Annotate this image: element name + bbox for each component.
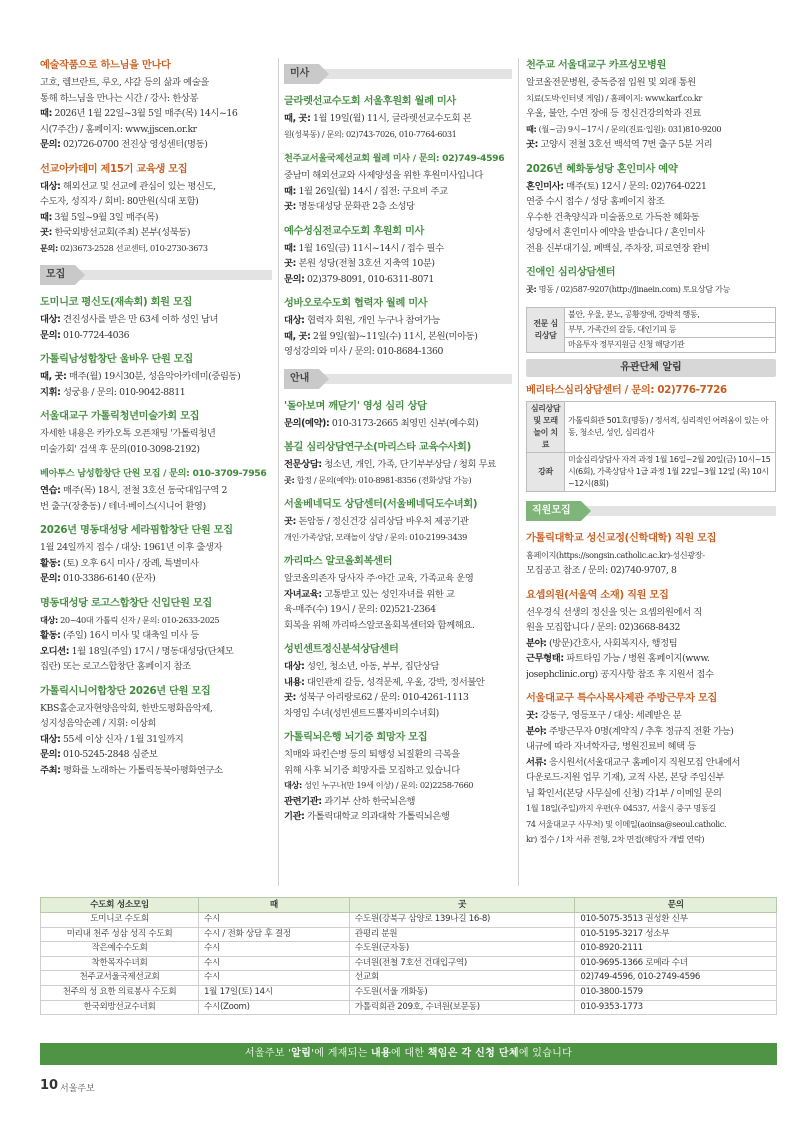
notice-item xyxy=(284,399,512,432)
veritas-row-label: 심리상담 및 모래놀이 치료 xyxy=(527,401,565,452)
notice-title: 까리따스 알코올회복센터 xyxy=(284,556,393,567)
column-right xyxy=(526,58,776,886)
notice-line: 분야: 주방근무자 0명(계약직 / 추후 정규직 전환 가능) xyxy=(526,725,734,737)
notice-line: 원을 모집합니다 / 문의: 02)3668-8432 xyxy=(526,622,681,633)
notice-line: 대상: 견진성사를 받은 만 63세 이하 성인 남녀 xyxy=(40,314,219,325)
notice-line: 곳: 명동대성당 문화관 2층 소성당 xyxy=(284,201,415,212)
notice-line: 전문상담: 청소년, 개인, 가족, 단기부부상담 / 청회 무료 xyxy=(284,459,496,470)
table-row xyxy=(41,956,777,971)
notice-line: 관련기관: 과기부 산하 한국뇌은행 xyxy=(284,795,416,807)
notice-line: 때, 곳: 2월 9일(월)~11일(수) 11시, 본원(미아동) xyxy=(284,330,478,342)
notice-title: 베아투스 남성합창단 단원 모집 / 문의: 010-3709-7956 xyxy=(40,468,267,479)
notice-line: 대상: 20~40대 가톨릭 신자 / 문의: 010-2633-2025 xyxy=(40,614,220,625)
notice-line: 영성강의와 미사 / 문의: 010-8684-1360 xyxy=(284,346,444,357)
notice-title: 도미니코 평신도(재속회) 회원 모집 xyxy=(40,297,193,308)
notice-item xyxy=(526,162,776,257)
disclaimer-text: 내용 xyxy=(371,1048,391,1059)
notice-line: 차영임 수녀(성빈센트드뽈자비의수녀회) xyxy=(284,707,439,719)
notice-title: 2026년 명동대성당 세라핌합창단 단원 모집 xyxy=(40,525,233,536)
disclaimer-text: 에 있습니다 xyxy=(518,1048,573,1059)
table-cell: 착한목자수녀회 xyxy=(41,956,199,971)
notice-line: 번 출구(장충동) / 테너·베이스(시니어 환영) xyxy=(40,500,206,512)
disclaimer-bar xyxy=(40,1043,777,1065)
table-cell: 도미니코 수도회 xyxy=(41,913,199,928)
notice-line: 모집공고 참조 / 문의: 02)740-9707, 8 xyxy=(526,565,677,576)
notice-line: 문의: 010-5245-2848 심준보 xyxy=(40,749,158,760)
table-row xyxy=(41,913,777,928)
notice-line: 시(7주간) / 홈페이지: www.jjscen.or.kr xyxy=(40,123,197,135)
section-header xyxy=(284,64,512,84)
notice-title: 명동대성당 로고스합창단 신입단원 모집 xyxy=(40,597,212,609)
notice-item xyxy=(40,162,272,257)
notice-item xyxy=(526,588,776,683)
notice-line: 곳: 고양시 전철 3호선 백석역 7번 출구 5분 거리 xyxy=(526,139,713,150)
notice-line: 곳: 돈암동 / 정신건강 심리상담 바우처 제공기관 xyxy=(284,516,469,527)
notice-line: 통해 하느님을 만나는 시간 / 강사: 한상봉 xyxy=(40,92,199,104)
notice-line: 문의(예약): 010-3173-2665 최영민 신부(예수회) xyxy=(284,417,479,429)
table-cell: 천주교서울국제선교회 xyxy=(41,971,199,986)
table-cell: 수시 xyxy=(199,913,350,928)
notice-item xyxy=(40,352,272,400)
notice-item xyxy=(284,497,512,545)
notice-title: 서울대교구 가톨릭청년미술가회 모집 xyxy=(40,411,200,422)
notice-line: 위해 사후 뇌기증 희망자를 모집하고 있습니다 xyxy=(284,764,460,776)
notice-title: 선교아카데미 제15기 교육생 모집 xyxy=(40,163,188,175)
table-cell: 선교회 xyxy=(349,971,575,986)
notice-line: 활동: (토) 오후 6시 미사 / 장례, 특별미사 xyxy=(40,557,199,569)
notice-line: 대상: 해외선교 및 선교에 관심이 있는 평신도, xyxy=(40,180,216,192)
disclaimer-text: 에 대한 xyxy=(390,1048,428,1059)
table-cell: 한국외방선교수녀회 xyxy=(41,1000,199,1015)
notice-line: 자세한 내용은 카카오톡 오픈채팅 '가톨릭청년 xyxy=(40,428,216,439)
notice-title: 가톨릭남성합창단 울바우 단원 모집 xyxy=(40,354,193,365)
table-cell: 010-9353-1773 xyxy=(575,1000,777,1015)
notice-line: 우수한 건축양식과 미술품으로 가득찬 혜화동 xyxy=(526,211,700,223)
notice-line: 서류: 응시원서(서울대교구 홈페이지 직원모집 안내에서 xyxy=(526,756,741,768)
notice-line: 때: 1월 26일(월) 14시 / 집전: 구요비 주교 xyxy=(284,185,448,197)
notice-line: 치매와 파킨슨병 등의 퇴행성 뇌질환의 극복을 xyxy=(284,749,460,760)
notice-line: 때: (월~금) 9시~17시 / 문의(진료·입원): 031)810-9200 xyxy=(526,123,722,134)
table-header-cell: 수도회 성소모임 xyxy=(41,898,199,913)
notice-line: 곳: 명동 / 02)587-9207(http://jinaein.com) 토요상담 가능 xyxy=(526,284,730,294)
section-header xyxy=(40,265,272,285)
notice-line: 알코올의존자 당사자 주·야간 교육, 가족교육 운영 xyxy=(284,573,474,584)
notice-item xyxy=(40,523,272,587)
table-cell: 수시 xyxy=(199,971,350,986)
page-number: 10 xyxy=(40,1078,59,1093)
table-header-cell: 문의 xyxy=(575,898,777,913)
column-middle xyxy=(284,58,512,886)
notice-title: 가톨릭뇌은행 뇌기증 희망자 모집 xyxy=(284,732,428,743)
section-label: 미사 xyxy=(284,64,319,84)
notice-item xyxy=(284,642,512,721)
jinaein-table-row: 불안, 우울, 분노, 공황장애, 강박적 행동, xyxy=(565,307,776,322)
notice-line: 연중 수시 접수 / 성당 홈페이지 참조 xyxy=(526,196,665,207)
notice-line: 대상: 성인 누구나(만 19세 이상) / 문의: 02)2258-7660 xyxy=(284,780,474,790)
notice-title: 베리타스심리상담센터 / 문의: 02)776-7726 xyxy=(526,384,727,396)
notice-title: '돌아보며 깨닫기' 영성 심리 상담 xyxy=(284,400,427,412)
notice-title: 서울대교구 특수사목사제관 주방근무자 모집 xyxy=(526,693,718,704)
notice-line: 육-매주(수) 19시 / 문의: 02)521-2364 xyxy=(284,604,436,615)
notice-title: 예수성심전교수도회 후원회 미사 xyxy=(284,225,425,237)
notice-title: 천주교서울국제선교회 월례 미사 / 문의: 02)749-4596 xyxy=(284,153,505,164)
notice-line: 원(성북동) / 문의: 02)743-7026, 010-7764-6031 xyxy=(284,128,457,139)
notice-veritas xyxy=(526,383,776,492)
table-cell: 010-8920-2111 xyxy=(575,942,777,957)
notice-title: 천주교 서울대교구 카프성모병원 xyxy=(526,60,667,71)
notice-line: 1월 18일(주일)까지 우편(우 04537, 서울시 중구 명동길 xyxy=(526,803,716,813)
notice-line: 1월 24일까지 접수 / 대상: 1961년 이후 출생자 xyxy=(40,542,223,553)
table-cell: 수시 xyxy=(199,956,350,971)
notice-line: 우울, 불안, 수면 장애 등 정신건강의학과 진료 xyxy=(526,108,701,119)
table-cell: 수도원(군자동) xyxy=(349,942,575,957)
notice-title: 가톨릭시니어합창단 2026년 단원 모집 xyxy=(40,685,211,697)
notice-line: 문의: 02)726-0700 전진상 영성센터(명동) xyxy=(40,139,208,150)
section-label: 안내 xyxy=(284,369,319,389)
notice-line: 곳: 성북구 아리랑로62 / 문의: 010-4261-1113 xyxy=(284,692,469,703)
notice-item xyxy=(284,94,512,142)
notice-item xyxy=(40,295,272,343)
disclaimer-text: 책임은 각 신청 단체 xyxy=(427,1048,519,1059)
notice-title: 봄길 심리상담연구소(마리스타 교육수사회) xyxy=(284,442,471,453)
notice-line: 곳: 강동구, 영등포구 / 대상: 세례받은 분 xyxy=(526,710,682,721)
notice-line: 문의: 02)379-8091, 010-6311-8071 xyxy=(284,273,434,285)
notice-line: 때, 곳: 1월 19일(월) 11시, 글라렛선교수도회 본 xyxy=(284,113,472,124)
notice-line: 때: 1월 16일(금) 11시~14시 / 접수 필수 xyxy=(284,242,444,254)
notice-item xyxy=(40,409,272,457)
notice-line: 때, 곳: 매주(월) 19시30분, 성음악아카데미(중림동) xyxy=(40,371,241,382)
table-cell: 미리내 천주 성삼 성직 수도회 xyxy=(41,927,199,942)
table-cell: 1월 17일(토) 14시 xyxy=(199,985,350,1000)
disclaimer-text: 서울주보 ' xyxy=(244,1048,292,1059)
notice-line: 중남미 해외선교와 사제양성을 위한 후원미사입니다 xyxy=(284,170,483,181)
notice-item xyxy=(526,691,776,848)
notice-item xyxy=(284,730,512,825)
notice-line: 곳: 본원 성당(전철 3호선 지축역 10분) xyxy=(284,258,435,269)
notice-item xyxy=(284,554,512,633)
notice-line: 전용 신부대기실, 폐백실, 주차장, 피로연장 완비 xyxy=(526,242,710,254)
notice-line: 성지성음악순례 / 지휘: 이상희 xyxy=(40,718,157,729)
notice-line: 회복을 위해 까리따스알코올회복센터와 함께해요. xyxy=(284,619,475,631)
jinaein-table-label: 전문 심리상담 xyxy=(527,307,565,352)
notice-line: 문의: 010-7724-4036 xyxy=(40,329,130,341)
notice-line: 치료(도박·인터넷 게임) / 홈페이지: www.karf.co.kr xyxy=(526,92,702,103)
notice-line: 오디션: 1월 18일(주일) 17시 / 명동대성당(단체모 xyxy=(40,645,234,657)
notice-title: 예술작품으로 하느님을 만나다 xyxy=(40,60,171,71)
veritas-row-label: 강좌 xyxy=(527,452,565,491)
table-body xyxy=(41,913,777,1015)
table-cell: 수도원(서울 개화동) xyxy=(349,985,575,1000)
notice-line: 알코올전문병원, 중독증점 입원 및 외래 통원 xyxy=(526,77,696,88)
notice-item xyxy=(526,58,776,153)
notice-line: 님 확인서(본당 사무실에 신청) 각1부 / 이메일 문의 xyxy=(526,787,722,799)
notice-line: 분야: (방문)간호사, 사회복지사, 행정팀 xyxy=(526,637,678,649)
notice-line: 대상: 협력자 회원, 개인 누구나 참여가능 xyxy=(284,315,440,326)
jinaein-table-row: 마음투자 정부지원금 신청 해당기관 xyxy=(565,337,776,352)
notice-item xyxy=(526,531,776,579)
notice-item xyxy=(284,296,512,360)
table-header-cell: 곳 xyxy=(349,898,575,913)
notice-item xyxy=(40,596,272,675)
notice-line: 고흐, 렘브란트, 루오, 샤갈 등의 삶과 예술을 xyxy=(40,77,209,88)
section-label: 직원모집 xyxy=(526,501,581,521)
notice-line: 대상: 55세 이상 신자 / 1월 31일까지 xyxy=(40,733,184,745)
column-divider xyxy=(518,58,519,886)
table-header-row xyxy=(41,898,777,913)
table-cell: 천주의 성 요한 의료봉사 수도회 xyxy=(41,985,199,1000)
notice-line: 곳: 합정 / 문의(예약): 010-8981-8356 (전화상담 가능) xyxy=(284,474,472,485)
vocation-meeting-table xyxy=(40,897,777,1015)
notice-line: KBS홀순교자현양음악회, 한반도평화음악제, xyxy=(40,702,213,714)
notice-line: 수도자, 성직자 / 회비: 80만원(식대 포함) xyxy=(40,196,199,207)
notice-line: 곳: 한국외방선교회(주최) 본부(성북동) xyxy=(40,227,191,238)
notice-line: 때: 3월 5일~9월 3일 매주(목) xyxy=(40,211,159,223)
table-cell: 수시(Zoom) xyxy=(199,1000,350,1015)
table-row xyxy=(41,942,777,957)
notice-line: 활동: (주일) 16시 미사 및 대축일 미사 등 xyxy=(40,630,199,641)
table-cell: 수도원(강북구 삼양로 139나길 16-8) xyxy=(349,913,575,928)
notice-line: 미술가회' 검색 후 문의(010-3098-2192) xyxy=(40,443,200,455)
publication-name: 서울주보 xyxy=(60,1084,95,1094)
notice-line: 지휘: 성궁용 / 문의: 010-9042-8811 xyxy=(40,386,186,398)
notice-line: 대상: 성인, 청소년, 아동, 부부, 집단상담 xyxy=(284,661,440,672)
notice-item xyxy=(284,224,512,288)
table-cell: 010-9695-1366 로메라 수녀 xyxy=(575,956,777,971)
notice-line: 연습: 매주(목) 18시, 전철 3호선 동국대입구역 2 xyxy=(40,485,228,496)
table-cell: 가톨릭회관 209호, 수녀원(보문동) xyxy=(349,1000,575,1015)
jinaein-table-row: 부부, 가족간의 갈등, 대인기피 등 xyxy=(565,322,776,337)
column-left xyxy=(40,58,272,886)
notice-item xyxy=(526,265,776,298)
notice-line: 자녀교육: 고통받고 있는 성인자녀를 위한 교 xyxy=(284,588,455,600)
notice-line: 개인·가족상담, 모래놀이 상담 / 문의: 010-2199-3439 xyxy=(284,531,467,542)
table-cell: 수시 / 전화 상담 후 결정 xyxy=(199,927,350,942)
table-cell: 관평리 분원 xyxy=(349,927,575,942)
veritas-row-text: 미술심리상담사 자격 과정 1월 16일~2월 20일(금) 10시~15시(6회), 가족상담사 1급 과정 1월 22일~3월 12일 (목) 10시~12시(8회) xyxy=(565,452,776,491)
notice-line: josephclinic.org) 공지사항 참조 후 지원서 접수 xyxy=(526,668,714,680)
table-cell: 010-3800-1579 xyxy=(575,985,777,1000)
table-cell: 작은예수수도회 xyxy=(41,942,199,957)
notice-line: 기관: 가톨릭대학교 의과대학 가톨릭뇌은행 xyxy=(284,811,450,822)
notice-line: 때: 2026년 1월 22일~3월 5일 매주(목) 14시~16 xyxy=(40,108,238,119)
related-org-banner: 유관단체 알림 xyxy=(526,359,776,377)
notice-title: 글라렛선교수도회 서울후원회 월례 미사 xyxy=(284,96,456,107)
jinaein-service-table xyxy=(526,307,776,353)
notice-item xyxy=(40,684,272,779)
notice-line: 다운로드-지원 업무 기재), 교적 사본, 본당 주임신부 xyxy=(526,772,725,783)
table-header-cell: 때 xyxy=(199,898,350,913)
column-divider xyxy=(278,58,279,886)
notice-title: 2026년 혜화동성당 혼인미사 예약 xyxy=(526,163,678,175)
notice-title: 가톨릭대학교 성신교정(신학대학) 직원 모집 xyxy=(526,532,717,544)
notice-line: 성당에서 혼인미사 예약을 받습니다 / 혼인미사 xyxy=(526,227,705,238)
disclaimer-text: 알림 xyxy=(291,1048,312,1059)
notice-title: 성빈센트정신분석상담센터 xyxy=(284,644,399,655)
table-row xyxy=(41,927,777,942)
notice-line: 문의: 02)3673-2528 선교센터, 010-2730-3673 xyxy=(40,242,208,253)
notice-line: 내규에 따라 자녀학자금, 병원진료비 혜택 등 xyxy=(526,741,696,752)
notice-line: 주최: 평화를 노래하는 가톨릭동북아평화연구소 xyxy=(40,764,223,776)
notice-line: kr) 접수 / 1차 서류 전형, 2차 면접(해당자 개별 연락) xyxy=(526,834,705,844)
disclaimer-text: '에 게재되는 xyxy=(311,1048,372,1059)
notice-line: 문의: 010-3386-6140 (문자) xyxy=(40,573,156,584)
notice-title: 서울베네딕도 상담센터(서울베네딕도수녀회) xyxy=(284,499,478,510)
table-cell: 010-5075-3513 권성환 신부 xyxy=(575,913,777,928)
notice-line: 74 서울대교구 사무처) 및 이메일(aoinsa@seoul.catholic. xyxy=(526,818,727,829)
table-row xyxy=(41,985,777,1000)
veritas-table xyxy=(526,401,776,492)
notice-item xyxy=(40,58,272,153)
notice-item xyxy=(40,466,272,514)
notice-line: 내용: 대인관계 갈등, 성격문제, 우울, 강박, 정서불안 xyxy=(284,676,485,688)
veritas-row-text: 가톨릭회관 501호(명동) / 정서적, 심리적인 어려움이 있는 아동, 청소년, 성인, 심리검사 xyxy=(565,401,776,452)
table-cell: 수시 xyxy=(199,942,350,957)
table-row xyxy=(41,1000,777,1015)
notice-line: 홈페이지(https://songsin.catholic.ac.kr)-성신광장- xyxy=(526,549,705,560)
notice-title: 성바오로수도회 협력자 월례 미사 xyxy=(284,298,428,309)
column-right-top xyxy=(526,58,776,298)
table-cell: 02)749-4596, 010-2749-4596 xyxy=(575,971,777,986)
notice-title: 요셉의원(서울역 소재) 직원 모집 xyxy=(526,589,669,601)
notice-item xyxy=(284,440,512,488)
section-header xyxy=(526,501,776,521)
column-right-bottom xyxy=(526,501,776,848)
notice-item xyxy=(284,151,512,215)
notice-title: 진애인 심리상담센터 xyxy=(526,267,616,278)
table-cell: 010-5195-3217 성소부 xyxy=(575,927,777,942)
notice-line: 혼인미사: 매주(토) 12시 / 문의: 02)764-0221 xyxy=(526,180,707,192)
notice-line: 선우경식 선생의 정신을 잇는 요셉의원에서 직 xyxy=(526,606,702,618)
table-row xyxy=(41,971,777,986)
section-header xyxy=(284,369,512,389)
notice-line: 집란) 또는 로고스합창단 홈페이지 참조 xyxy=(40,661,191,672)
notice-line: 근무형태: 파트타임 가능 / 병원 홈페이지(www. xyxy=(526,653,710,664)
section-label: 모집 xyxy=(40,265,75,285)
table-cell: 수녀원(전철 7호선 건대입구역) xyxy=(349,956,575,971)
